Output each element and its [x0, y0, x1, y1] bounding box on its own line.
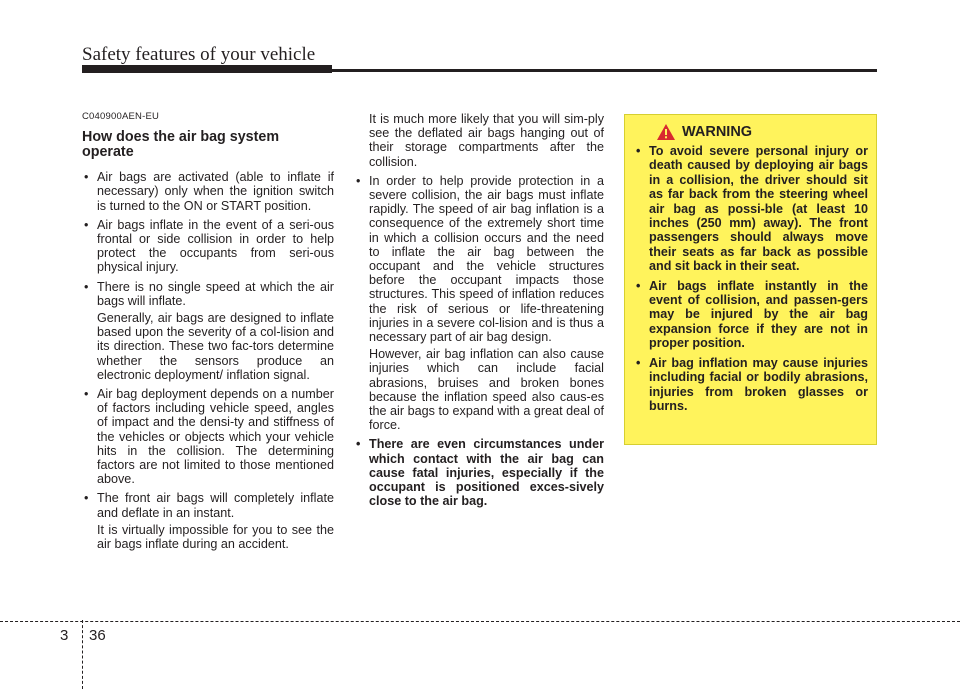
- bullet-list: [354, 174, 604, 509]
- middle-column: [354, 114, 604, 513]
- section-code: C040900AEN-EU: [82, 111, 160, 122]
- left-column: [82, 110, 334, 556]
- footer-divider: [82, 620, 83, 689]
- list-item-paragraph: However, air bag inflation can also cause injuries which can include facial abrasions, bruises and broken bones because the inflation speed also caus-es the air bags to expand with a great deal of force.: [369, 347, 604, 433]
- warning-triangle-icon: [656, 123, 676, 141]
- list-item: • Air bag deployment depends on a number of factors including vehicle speed, angles of impact and the densi-ty and stiffness of the vehicles or objects which your vehicle hits in the collision. The determining factors are not limited to those mentioned above.: [84, 387, 334, 487]
- footer-rule: [0, 621, 960, 622]
- list-item-paragraph: Generally, air bags are designed to inflate based upon the severity of a col-lision and its direction. These two fac-tors determine whether the sensors produce an electronic deployment/ inflation signal.: [97, 311, 334, 382]
- list-item: • The front air bags will completely inflate and deflate in an instant. It is virtually impossible for you to see the air bags inflate during an accident.: [84, 491, 334, 552]
- continued-paragraph: It is much more likely that you will sim-ply see the deflated air bags hanging out of their storage compartments after the collision.: [369, 112, 604, 169]
- page-number: 36: [89, 627, 106, 644]
- list-item: • There is no single speed at which the air bags will inflate. Generally, air bags are designed to inflate based upon the severity of a col-lision and its direction. These two fac-tors determine whether the sensors produce an electronic deployment/ inflation signal.: [84, 279, 334, 382]
- bullet-list: [82, 170, 334, 551]
- warning-list: [634, 144, 868, 413]
- section-number: 3: [60, 627, 69, 644]
- list-item: • Air bags inflate in the event of a seri-ous frontal or side collision in order to help protect the occupants from seri-ous physical injury.: [84, 217, 334, 275]
- list-item-paragraph: It is virtually impossible for you to see the air bags inflate during an accident.: [97, 522, 334, 552]
- list-item: • Air bags inflate instantly in the event of collision, and passen-gers may be injured by the air bag expansion force if they are not in proper position.: [636, 278, 868, 351]
- list-item: • Air bag inflation may cause injuries including facial or bodily abrasions, injuries from broken glasses or burns.: [636, 355, 868, 413]
- warning-title: WARNING: [682, 124, 753, 140]
- section-heading: How does the air bag system operate: [82, 129, 280, 161]
- page-header-title: Safety features of your vehicle: [82, 44, 316, 65]
- list-item: • In order to help provide protection in a severe collision, the air bags must inflate rapidly. The speed of air bag inflation is a consequence of the extremely short time in which a collision occurs and the need to inflate the air bag between the occupant and the vehicle structures before the occupant impacts those structures. This speed of inflation reduces the risk of serious or life-threatening injuries in a severe col-lision and is thus a necessary part of air bag design. However, air bag inflation can also cause injuries which can include facial abrasions, bruises and broken bones because the inflation speed also caus-es the air bags to expand with a great deal of force.: [356, 173, 604, 433]
- list-item: • To avoid severe personal injury or death caused by deploying air bags in a collision, the driver should sit as far back from the steering wheel air bag as possi-ble (at least 10 inches (250 mm) away). The front passengers should always move their seats as far back as possible and sit back in their seat.: [636, 144, 868, 274]
- list-item: • There are even circumstances under which contact with the air bag can cause fatal injuries, especially if the occupant is positioned exces-sively close to the air bag.: [356, 437, 604, 509]
- warning-box: [624, 114, 877, 445]
- header-rule: [82, 69, 877, 72]
- warning-header: [656, 123, 868, 141]
- list-item: • Air bags are activated (able to inflate if necessary) only when the ignition switch is turned to the ON or START position.: [84, 170, 334, 213]
